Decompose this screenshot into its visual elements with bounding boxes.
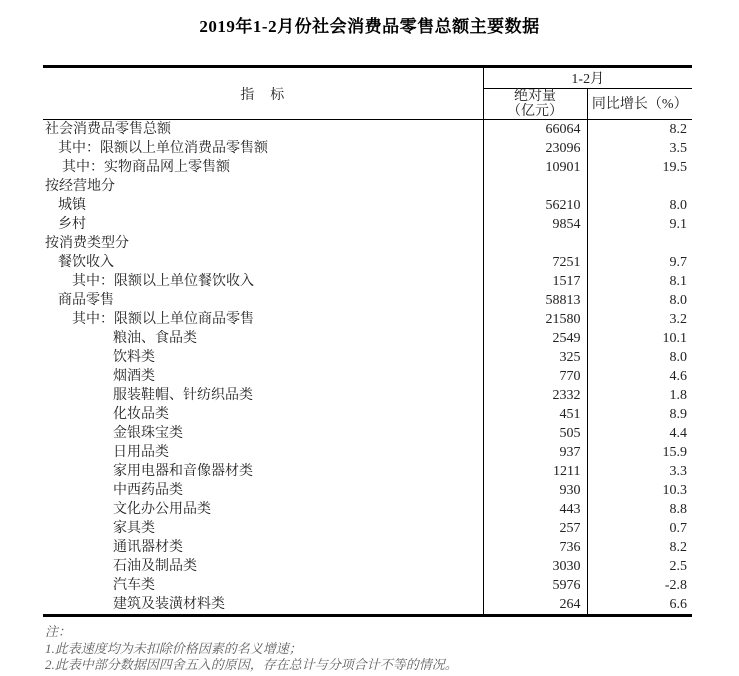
table-row	[43, 557, 692, 576]
row-absolute-value: 937	[483, 443, 587, 462]
table-row	[43, 329, 692, 348]
row-yoy-value: 8.0	[587, 291, 692, 310]
notes-label: 注：	[45, 624, 72, 639]
row-absolute-value: 9854	[483, 215, 587, 234]
row-yoy-value: 2.5	[587, 557, 692, 576]
table-row	[43, 196, 692, 215]
row-absolute-value: 5976	[483, 576, 587, 595]
row-label: 通讯器材类	[113, 540, 183, 555]
row-label: 家用电器和音像器材类	[113, 464, 253, 479]
row-label: 文化办公用品类	[113, 502, 211, 517]
table-row	[43, 519, 692, 538]
table-row	[43, 481, 692, 500]
row-label: 其中：限额以上单位商品零售	[72, 312, 254, 327]
row-yoy-value: 9.1	[587, 215, 692, 234]
row-yoy-value: 19.5	[587, 158, 692, 177]
table-row	[43, 500, 692, 519]
row-absolute-value: 7251	[483, 253, 587, 272]
row-label: 餐饮收入	[58, 255, 114, 270]
table-row	[43, 424, 692, 443]
row-yoy-value: 3.2	[587, 310, 692, 329]
table-row	[43, 538, 692, 557]
row-absolute-value: 58813	[483, 291, 587, 310]
row-label: 金银珠宝类	[113, 426, 183, 441]
row-absolute-value: 257	[483, 519, 587, 538]
table-header	[43, 67, 692, 120]
row-label: 其中：实物商品网上零售额	[62, 160, 230, 175]
row-absolute-value: 56210	[483, 196, 587, 215]
col-header-absolute	[483, 89, 587, 120]
notes	[45, 624, 739, 674]
row-yoy-value	[587, 177, 692, 196]
table-body	[43, 120, 692, 616]
row-label: 日用品类	[113, 445, 169, 460]
row-yoy-value: 6.6	[587, 595, 692, 616]
row-label: 其中：限额以上单位餐饮收入	[72, 274, 254, 289]
row-label: 粮油、食品类	[113, 331, 197, 346]
table-row	[43, 253, 692, 272]
row-label: 其中：限额以上单位消费品零售额	[58, 141, 268, 156]
col-header-absolute-line1: 绝对量	[514, 89, 556, 104]
row-absolute-value: 770	[483, 367, 587, 386]
row-absolute-value: 10901	[483, 158, 587, 177]
table-row	[43, 310, 692, 329]
row-absolute-value: 930	[483, 481, 587, 500]
row-absolute-value	[483, 234, 587, 253]
table-row	[43, 215, 692, 234]
row-absolute-value: 3030	[483, 557, 587, 576]
header-group-row	[43, 67, 692, 89]
row-yoy-value: 3.3	[587, 462, 692, 481]
row-yoy-value: 9.7	[587, 253, 692, 272]
table-row	[43, 462, 692, 481]
row-label: 商品零售	[58, 293, 114, 308]
row-label: 家具类	[113, 521, 155, 536]
table-row	[43, 272, 692, 291]
row-yoy-value: 0.7	[587, 519, 692, 538]
table-row	[43, 443, 692, 462]
note-line: 2.此表中部分数据因四舍五入的原因，存在总计与分项合计不等的情况。	[45, 657, 458, 672]
table-row	[43, 367, 692, 386]
row-absolute-value: 451	[483, 405, 587, 424]
row-yoy-value: 8.8	[587, 500, 692, 519]
row-absolute-value: 443	[483, 500, 587, 519]
col-header-indicator: 指 标	[43, 67, 483, 120]
row-yoy-value: 1.8	[587, 386, 692, 405]
table-row	[43, 386, 692, 405]
row-yoy-value: 8.2	[587, 120, 692, 140]
row-label: 烟酒类	[113, 369, 155, 384]
row-label: 按经营地分	[45, 179, 115, 194]
row-absolute-value: 23096	[483, 139, 587, 158]
row-absolute-value: 21580	[483, 310, 587, 329]
row-label: 建筑及装潢材料类	[113, 597, 225, 612]
row-absolute-value: 2549	[483, 329, 587, 348]
row-label: 城镇	[58, 198, 86, 213]
row-yoy-value: 10.3	[587, 481, 692, 500]
row-yoy-value: 8.0	[587, 348, 692, 367]
row-yoy-value	[587, 234, 692, 253]
row-yoy-value: 4.4	[587, 424, 692, 443]
col-group-period: 1-2月	[483, 67, 692, 89]
row-absolute-value	[483, 177, 587, 196]
row-yoy-value: 8.1	[587, 272, 692, 291]
row-yoy-value: 8.2	[587, 538, 692, 557]
col-header-absolute-line2: （亿元）	[507, 104, 563, 119]
row-label: 中西药品类	[113, 483, 183, 498]
row-yoy-value: 15.9	[587, 443, 692, 462]
row-yoy-value: 8.0	[587, 196, 692, 215]
table-row	[43, 139, 692, 158]
row-yoy-value: 4.6	[587, 367, 692, 386]
table-row	[43, 120, 692, 140]
row-absolute-value: 264	[483, 595, 587, 616]
row-absolute-value: 2332	[483, 386, 587, 405]
row-label: 社会消费品零售总额	[45, 122, 171, 137]
row-absolute-value: 1517	[483, 272, 587, 291]
row-label: 化妆品类	[113, 407, 169, 422]
row-absolute-value: 1211	[483, 462, 587, 481]
row-absolute-value: 325	[483, 348, 587, 367]
stats-table	[43, 65, 692, 617]
table-row	[43, 158, 692, 177]
note-line: 1.此表速度均为未扣除价格因素的名义增速；	[45, 640, 302, 656]
row-label: 服装鞋帽、针纺织品类	[113, 388, 253, 403]
row-yoy-value: 3.5	[587, 139, 692, 158]
row-label: 乡村	[58, 217, 86, 232]
row-label: 汽车类	[113, 578, 155, 593]
row-absolute-value: 505	[483, 424, 587, 443]
table-row	[43, 348, 692, 367]
row-absolute-value: 66064	[483, 120, 587, 140]
row-label: 石油及制品类	[113, 559, 197, 574]
table-row	[43, 177, 692, 196]
table-row	[43, 234, 692, 253]
table-row	[43, 291, 692, 310]
row-absolute-value: 736	[483, 538, 587, 557]
page-title: 2019年1-2月份社会消费品零售总额主要数据	[199, 17, 540, 36]
table-row	[43, 576, 692, 595]
table-row	[43, 405, 692, 424]
row-label: 按消费类型分	[45, 236, 129, 251]
row-yoy-value: 8.9	[587, 405, 692, 424]
col-header-yoy: 同比增长（%）	[587, 89, 692, 120]
row-yoy-value: -2.8	[587, 576, 692, 595]
table-row	[43, 595, 692, 616]
row-label: 饮料类	[113, 350, 155, 365]
row-yoy-value: 10.1	[587, 329, 692, 348]
